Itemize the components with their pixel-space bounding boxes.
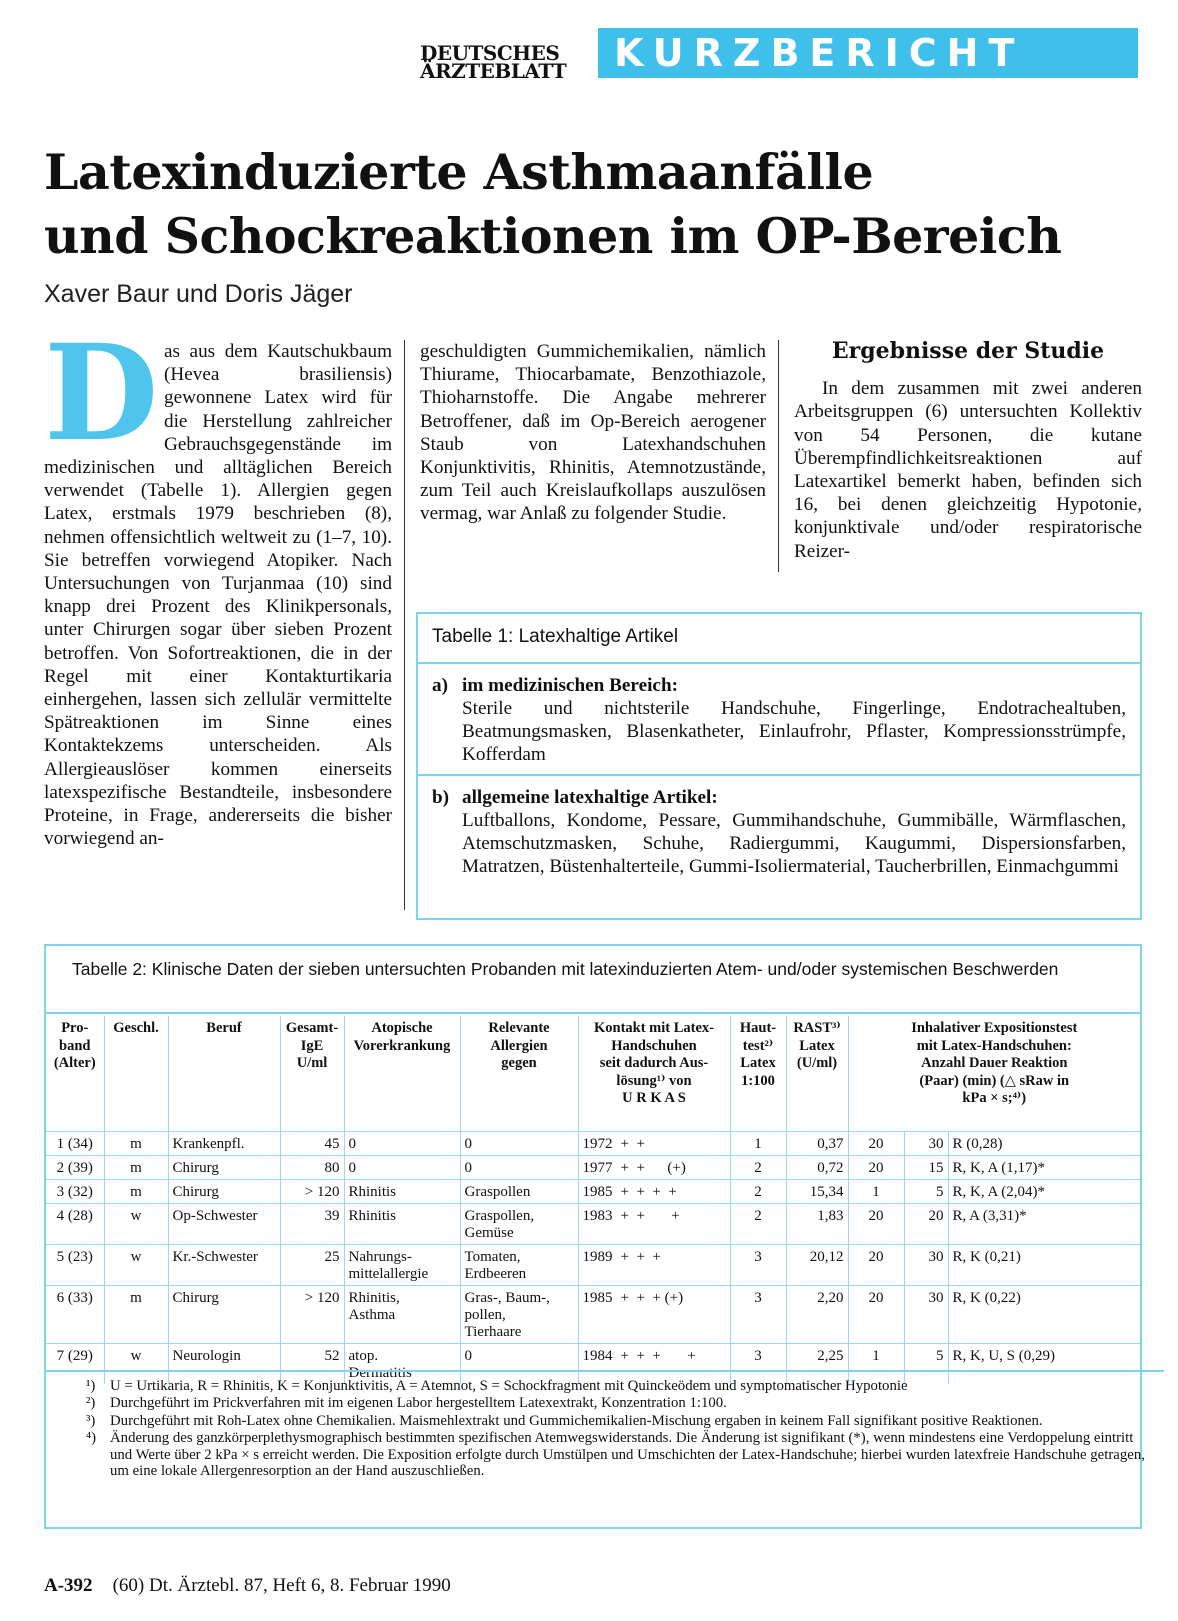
cell-reaktion: R, K, A (2,04)* (948, 1180, 1140, 1204)
body-column-3 (794, 340, 1142, 563)
col-header-hauttest: Haut- test²⁾ Latex 1:100 (730, 1016, 786, 1132)
table-row (46, 1180, 1140, 1204)
page-footer (44, 1575, 451, 1597)
table-1-section-b (432, 786, 1126, 878)
cell-atop: atop. Dermatitis (344, 1344, 460, 1385)
cell-reaktion: R, K (0,21) (948, 1245, 1140, 1286)
cell-kontakt-seit: 1977 (582, 1160, 613, 1176)
cell-ige: 25 (280, 1245, 344, 1286)
cell-anzahl: 20 (848, 1132, 904, 1156)
cell-geschl: m (104, 1132, 168, 1156)
footnote: ²) Durchgeführt im Prickverfahren mit im eigenen Labor hergestelltem Latexextrakt, Konzentration 1:100. (86, 1395, 727, 1412)
cell-allerg: 0 (460, 1132, 578, 1156)
cell-rast: 1,83 (786, 1204, 848, 1245)
cell-kontakt (578, 1245, 730, 1286)
body-column-2 (420, 340, 766, 526)
cell-kontakt (578, 1132, 730, 1156)
table-row (46, 1245, 1140, 1286)
cell-kontakt-urkas: + + (+) (620, 1160, 686, 1176)
cell-kontakt-seit: 1972 (582, 1136, 613, 1152)
cell-kontakt-urkas: + + + + (620, 1348, 696, 1364)
cell-allerg: Graspollen (460, 1180, 578, 1204)
footnote: ³) Durchgeführt mit Roh-Latex ohne Chemikalien. Maismehlextrakt und Gummichemikalien-Mischung ergaben in keinem Fall signifikant positive Reaktionen. (86, 1412, 1043, 1429)
cell-proband: 3 (32) (46, 1180, 104, 1204)
cell-ige: 39 (280, 1204, 344, 1245)
cell-geschl: m (104, 1286, 168, 1344)
table-row (46, 1286, 1140, 1344)
cell-anzahl: 20 (848, 1245, 904, 1286)
cell-haut: 3 (730, 1344, 786, 1385)
footnote: ⁴) Änderung des ganzkörperplethysmographisch bestimmten spezifischen Atemwegswiderstands. Die Änderung ist signifikant (*), wenn mindestens eine Verdoppelung eintritt und Werte über 2 kPa × s erreicht werden. Die Exposition erfolgte durch Umstülpen und Umschichten der Latex-Handschuhe; hierbei wurden latexfreie Handschuhe getragen, um eine lokale Allergenresorption an der Hand auszuschließen. (86, 1430, 1145, 1480)
col-header-geschlecht: Geschl. (104, 1016, 168, 1132)
cell-ige: > 120 (280, 1180, 344, 1204)
cell-dauer: 5 (904, 1344, 948, 1385)
cell-kontakt-seit: 1985 (582, 1290, 613, 1306)
cell-proband: 1 (34) (46, 1132, 104, 1156)
cell-kontakt (578, 1286, 730, 1344)
cell-kontakt-urkas: + + + + (620, 1184, 677, 1200)
cell-geschl: w (104, 1245, 168, 1286)
cell-kontakt-urkas: + + (620, 1136, 645, 1152)
cell-rast: 20,12 (786, 1245, 848, 1286)
cell-rast: 2,25 (786, 1344, 848, 1385)
col-header-proband: Pro- band (Alter) (46, 1016, 104, 1132)
cell-ige: 80 (280, 1156, 344, 1180)
section-text: Sterile und nichtsterile Handschuhe, Fingerlinge, Endotrachealtuben, Beatmungsmasken, Blasenkatheter, Einlaufrohr, Pflaster, Kompressionsstrümpfe, Kofferdam (462, 698, 1126, 765)
cell-ige: 45 (280, 1132, 344, 1156)
column-divider-2 (778, 340, 779, 572)
table-row (46, 1132, 1140, 1156)
cell-proband: 5 (23) (46, 1245, 104, 1286)
cell-ige: > 120 (280, 1286, 344, 1344)
cell-kontakt-urkas: + + + (+) (620, 1290, 684, 1306)
table-1-divider (418, 662, 1140, 664)
table-header-row (46, 1016, 1140, 1132)
cell-allerg: 0 (460, 1344, 578, 1385)
cell-geschl: w (104, 1204, 168, 1245)
cell-beruf: Neurologin (168, 1344, 280, 1385)
col-header-beruf: Beruf (168, 1016, 280, 1132)
cell-kontakt-seit: 1989 (582, 1249, 613, 1265)
cell-haut: 2 (730, 1180, 786, 1204)
col-header-expositionstest: Inhalativer Expositionstest mit Latex-Handschuhen: Anzahl Dauer Reaktion (Paar) (min) (△ sRaw in kPa × s;⁴⁾) (911, 1020, 1078, 1106)
table-1 (416, 612, 1142, 920)
cell-haut: 3 (730, 1286, 786, 1344)
section-heading-results: Ergebnisse der Studie (831, 338, 1105, 364)
cell-anzahl: 20 (848, 1156, 904, 1180)
cell-haut: 3 (730, 1245, 786, 1286)
table-row (46, 1156, 1140, 1180)
cell-proband: 7 (29) (46, 1344, 104, 1385)
cell-allerg: Gras-, Baum-, pollen, Tierhaare (460, 1286, 578, 1344)
cell-anzahl: 1 (848, 1344, 904, 1385)
cell-kontakt-seit: 1983 (582, 1208, 613, 1224)
col2-text: geschuldigten Gummichemikalien, nämlich Thiurame, Thiocarbamate, Benzothiazole, Thioharnstoffe. Die Angabe mehrerer Betroffener, daß im Op-Bereich aerogener Staub von Latexhandschuhen Konjunktivitis, Rhinitis, Atemnotzustände, zum Teil auch Kreislaufkollaps auszulösen vermag, war Anlaß zu folgender Studie. (420, 341, 766, 525)
masthead-line2: ÄRZTEBLATT (420, 59, 567, 83)
cell-beruf: Chirurg (168, 1180, 280, 1204)
table-2-title: Tabelle 2: Klinische Daten der sieben untersuchten Probanden mit latexinduzierten Atem- und/oder systemischen Beschwerden (72, 959, 1059, 979)
col-header-rast: RAST³⁾ Latex (U/ml) (786, 1016, 848, 1132)
section-banner: KURZBERICHT (598, 28, 1138, 78)
cell-beruf: Kr.-Schwester (168, 1245, 280, 1286)
dropcap: D (44, 316, 159, 471)
cell-atop: Rhinitis (344, 1180, 460, 1204)
cell-proband: 6 (33) (46, 1286, 104, 1344)
cell-reaktion: R, K, A (1,17)* (948, 1156, 1140, 1180)
table-1-section-a (432, 674, 1126, 766)
table-2-footnotes (46, 1370, 1164, 1480)
cell-reaktion: R, K, U, S (0,29) (948, 1344, 1140, 1385)
section-heading: allgemeine latexhaltige Artikel: (462, 787, 718, 808)
cell-dauer: 30 (904, 1286, 948, 1344)
masthead-logo (420, 41, 590, 83)
cell-kontakt-seit: 1985 (582, 1184, 613, 1200)
column-divider-1 (404, 340, 405, 910)
cell-reaktion: R (0,28) (948, 1132, 1140, 1156)
col-header-atopie: Atopische Vorerkrankung (344, 1016, 460, 1132)
cell-rast: 0,37 (786, 1132, 848, 1156)
cell-proband: 4 (28) (46, 1204, 104, 1245)
cell-geschl: m (104, 1156, 168, 1180)
title-line1: Latexinduzierte Asthmaanfälle (44, 143, 874, 201)
clinical-data-table (46, 1016, 1140, 1384)
section-label: b) (432, 787, 450, 808)
cell-atop: Rhinitis, Asthma (344, 1286, 460, 1344)
cell-rast: 15,34 (786, 1180, 848, 1204)
cell-kontakt-urkas: + + + (620, 1208, 680, 1224)
section-heading: im medizinischen Bereich: (462, 675, 679, 696)
section-text: Luftballons, Kondome, Pessare, Gummihandschuhe, Gummibälle, Wärmflaschen, Atemschutzmasken, Schuhe, Radiergummi, Kaugummi, Dispersionsfarben, Matratzen, Büstenhalterteile, Gummi-Isoliermaterial, Taucherbrillen, Einmachgummi (462, 810, 1126, 877)
cell-kontakt-seit: 1984 (582, 1348, 613, 1364)
cell-kontakt (578, 1204, 730, 1245)
table-1-divider (418, 774, 1140, 776)
section-label: a) (432, 675, 448, 696)
cell-dauer: 20 (904, 1204, 948, 1245)
cell-kontakt-urkas: + + + (620, 1249, 661, 1265)
cell-kontakt (578, 1180, 730, 1204)
cell-atop: Rhinitis (344, 1204, 460, 1245)
col1-text: as aus dem Kautschukbaum (Hevea brasiliensis) gewonnene Latex wird für die Herstellung zahlreicher Gebrauchsgegenstände im medizinischen und alltäglichen Bereich verwendet (Tabelle 1). Allergien gegen Latex, erstmals 1979 beschrieben (8), nehmen offensichtlich weltweit zu (1–7, 10). Sie betreffen vorwiegend Atopiker. Nach Untersuchungen von Turjanmaa (10) sind knapp drei Prozent des Klinikpersonals, unter Chirurgen sogar über sieben Prozent betroffen. Von Sofortreaktionen, die in der Regel mit einer Kontakturtikaria einhergehen, lassen sich zellulär vermittelte Spätreaktionen im Sinne eines Kontaktekzems unterscheiden. Als Allergieauslöser kommen einerseits latexspezifische Bestandteile, insbesondere Proteine, in Frage, andererseits die bisher vorwiegend an- (44, 341, 392, 850)
col3-text: In dem zusammen mit zwei anderen Arbeitsgruppen (6) untersuchten Kollektiv von 54 Personen, die kutane Überempfindlichkeitsreaktionen auf Latexartikel bemerkt haben, befinden sich 16, bei denen gleichzeitig Hypotonie, konjunktivale und/oder respiratorische Reizer- (794, 378, 1142, 562)
cell-proband: 2 (39) (46, 1156, 104, 1180)
cell-atop: 0 (344, 1132, 460, 1156)
footnote: ¹) U = Urtikaria, R = Rhinitis, K = Konjunktivitis, A = Atemnot, S = Schockfragment mit Quinckeödem und symptomatischer Hypotonie (86, 1378, 908, 1394)
col-header-ige: Gesamt- IgE U/ml (280, 1016, 344, 1132)
cell-reaktion: R, K (0,22) (948, 1286, 1140, 1344)
cell-dauer: 30 (904, 1132, 948, 1156)
cell-kontakt (578, 1156, 730, 1180)
cell-anzahl: 20 (848, 1286, 904, 1344)
cell-anzahl: 20 (848, 1204, 904, 1245)
cell-reaktion: R, A (3,31)* (948, 1204, 1140, 1245)
cell-geschl: m (104, 1180, 168, 1204)
cell-dauer: 15 (904, 1156, 948, 1180)
article-title (44, 140, 1144, 268)
table-2-divider (46, 1012, 1140, 1014)
body-column-1 (44, 316, 392, 850)
cell-beruf: Krankenpfl. (168, 1132, 280, 1156)
cell-rast: 0,72 (786, 1156, 848, 1180)
masthead-line1: DEUTSCHES (420, 41, 560, 65)
cell-atop: 0 (344, 1156, 460, 1180)
page-number: A-392 (44, 1575, 93, 1596)
cell-allerg: Tomaten, Erdbeeren (460, 1245, 578, 1286)
citation: (60) Dt. Ärztebl. 87, Heft 6, 8. Februar 1990 (112, 1575, 451, 1596)
cell-beruf: Chirurg (168, 1286, 280, 1344)
table-1-title: Tabelle 1: Latexhaltige Artikel (432, 626, 679, 647)
cell-allerg: Graspollen, Gemüse (460, 1204, 578, 1245)
cell-haut: 1 (730, 1132, 786, 1156)
col-header-kontakt: Kontakt mit Latex- Handschuhen seit dadurch Aus- lösung¹⁾ von U R K A S (578, 1016, 730, 1132)
cell-beruf: Op-Schwester (168, 1204, 280, 1245)
cell-haut: 2 (730, 1204, 786, 1245)
cell-dauer: 30 (904, 1245, 948, 1286)
cell-atop: Nahrungs- mittelallergie (344, 1245, 460, 1286)
cell-dauer: 5 (904, 1180, 948, 1204)
cell-ige: 52 (280, 1344, 344, 1385)
article-authors: Xaver Baur und Doris Jäger (44, 280, 353, 308)
table-row (46, 1204, 1140, 1245)
col-header-allergien: Relevante Allergien gegen (460, 1016, 578, 1132)
cell-allerg: 0 (460, 1156, 578, 1180)
cell-anzahl: 1 (848, 1180, 904, 1204)
cell-beruf: Chirurg (168, 1156, 280, 1180)
title-line2: und Schockreaktionen im OP-Bereich (44, 207, 1062, 265)
table-2 (44, 944, 1145, 1529)
cell-geschl: w (104, 1344, 168, 1385)
cell-rast: 2,20 (786, 1286, 848, 1344)
cell-haut: 2 (730, 1156, 786, 1180)
